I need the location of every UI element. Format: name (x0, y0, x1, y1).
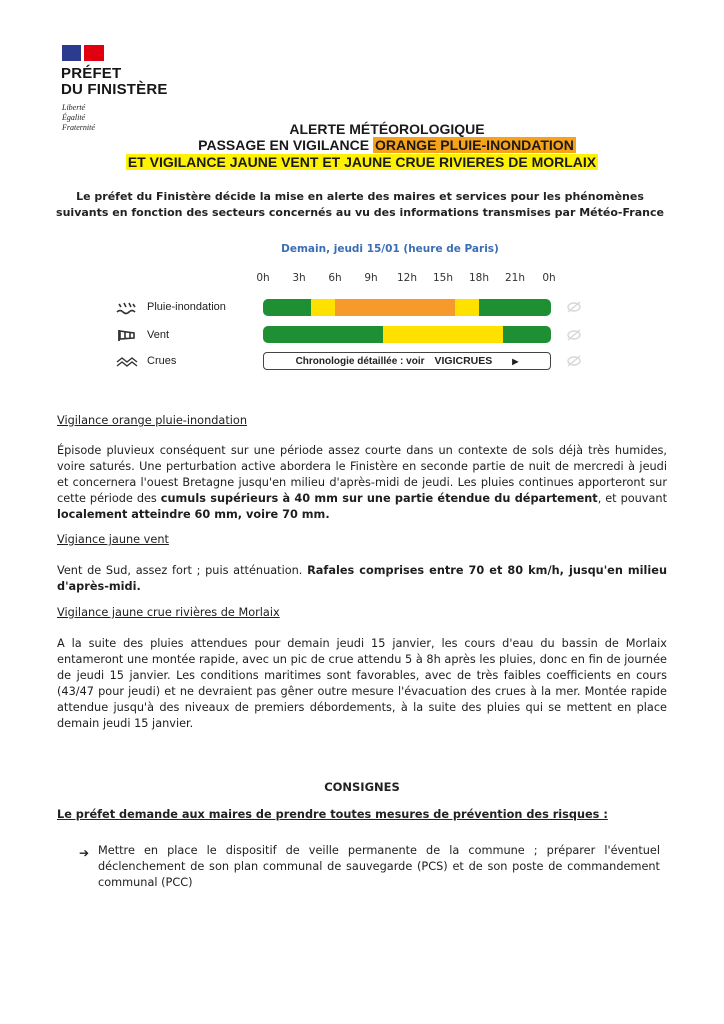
vigicrues-logo: VIGICRUES (434, 355, 493, 367)
eye-off-icon[interactable] (566, 329, 582, 343)
segment-green (263, 326, 383, 343)
prefecture-name: PRÉFET DU FINISTÈRE (61, 65, 168, 98)
section-text-pluie: Épisode pluvieux conséquent sur une période assez courte dans un contexte de sols déjà très humides, voire saturés. Une perturbation active abordera le Finistère en seconde partie de nuit de mercredi à jeudi et concernera l'ouest Bretagne jusqu'en milieu d'après-midi de jeudi. Les pluies continues apporteront sur cette période des cumuls supérieurs à 40 mm sur une partie étendue du département, et pouvant localement atteindre 60 mm, voire 70 mm. (57, 444, 668, 521)
pluie-vigilance-bar (263, 299, 551, 316)
flag-blue (62, 45, 81, 61)
section-heading-vent: Vigiance jaune vent (57, 533, 169, 546)
yellow-highlight: ET VIGILANCE JAUNE VENT ET JAUNE CRUE RIVIERES DE MORLAIX (127, 154, 597, 170)
segment-orange (335, 299, 455, 316)
alert-subtitle-yellow (0, 154, 724, 171)
segment-green (479, 299, 551, 316)
alert-subtitle: PASSAGE EN VIGILANCE ORANGE PLUIE-INONDATION (198, 137, 574, 153)
section-heading-pluie: Vigilance orange pluie-inondation (57, 414, 247, 427)
intro-text: Le préfet du Finistère décide la mise en alerte des maires et services pour les phénomènes suivants en fonction des secteurs concernés au vu des informations transmises par Météo-France (56, 190, 664, 219)
segment-yellow (383, 326, 503, 343)
waves-icon (116, 355, 138, 369)
segment-green (503, 326, 551, 343)
orange-highlight: ORANGE PLUIE-INONDATION (374, 137, 574, 153)
wind-sock-icon (116, 328, 138, 342)
vent-vigilance-bar (263, 326, 551, 343)
segment-yellow (311, 299, 335, 316)
alert-title: ALERTE MÉTÉOROLOGIQUE (289, 121, 485, 137)
row-label-vent: Vent (147, 329, 170, 341)
section-text-crue: A la suite des pluies attendues pour demain jeudi 15 janvier, les cours d'eau du bassin de Morlaix entameront une montée rapide, avec un pic de crue attendu 5 à 8h après les pluies, donc en fin de journée de jeudi 15 janvier. Les conditions maritimes sont favorables, avec de très faibles coefficients en cours (43/47 pour jeudi) et ne devraient pas gêner outre mesure l'évacuation des crues à la mer. Montée rapide attendue jusqu'à des niveaux de premiers débordements, à la suite des pluies qui se mettent en place demain jeudi 15 janvier. (57, 637, 667, 730)
republic-motto: Liberté Égalité Fraternité (62, 103, 95, 132)
consignes-title: CONSIGNES (324, 780, 400, 794)
flag-red (84, 45, 104, 61)
eye-off-icon[interactable] (566, 355, 582, 369)
row-label-crues: Crues (147, 355, 177, 367)
section-text-vent: Vent de Sud, assez fort ; puis atténuation. Rafales comprises entre 70 et 80 km/h, jusqu'en milieu d'après-midi. (57, 564, 668, 593)
play-arrow-icon: ▶ (512, 356, 519, 366)
rain-flood-icon (116, 301, 138, 315)
consigne-item: Mettre en place le dispositif de veille permanente de la commune ; préparer l'éventuel déclenchement de son plan communal de sauvegarde (PCS) et de son poste de commandement communal (PCC) (98, 844, 660, 889)
section-heading-crue: Vigilance jaune crue rivières de Morlaix (57, 606, 280, 619)
hour-axis: 0h 3h 6h 9h 12h 15h 18h 21h 0h (256, 272, 556, 284)
segment-green (263, 299, 311, 316)
row-label-pluie: Pluie-inondation (147, 301, 226, 313)
eye-off-icon[interactable] (566, 301, 582, 315)
segment-yellow (455, 299, 479, 316)
forecast-day-label: Demain, jeudi 15/01 (heure de Paris) (281, 243, 499, 255)
marianne-flag-logo (62, 45, 104, 61)
vigicrues-link[interactable]: Chronologie détaillée : voir VIGICRUES ▶ (263, 352, 551, 370)
arrow-right-icon: ➔ (79, 846, 90, 860)
consignes-subtitle: Le préfet demande aux maires de prendre toutes mesures de prévention des risques : (57, 808, 608, 821)
